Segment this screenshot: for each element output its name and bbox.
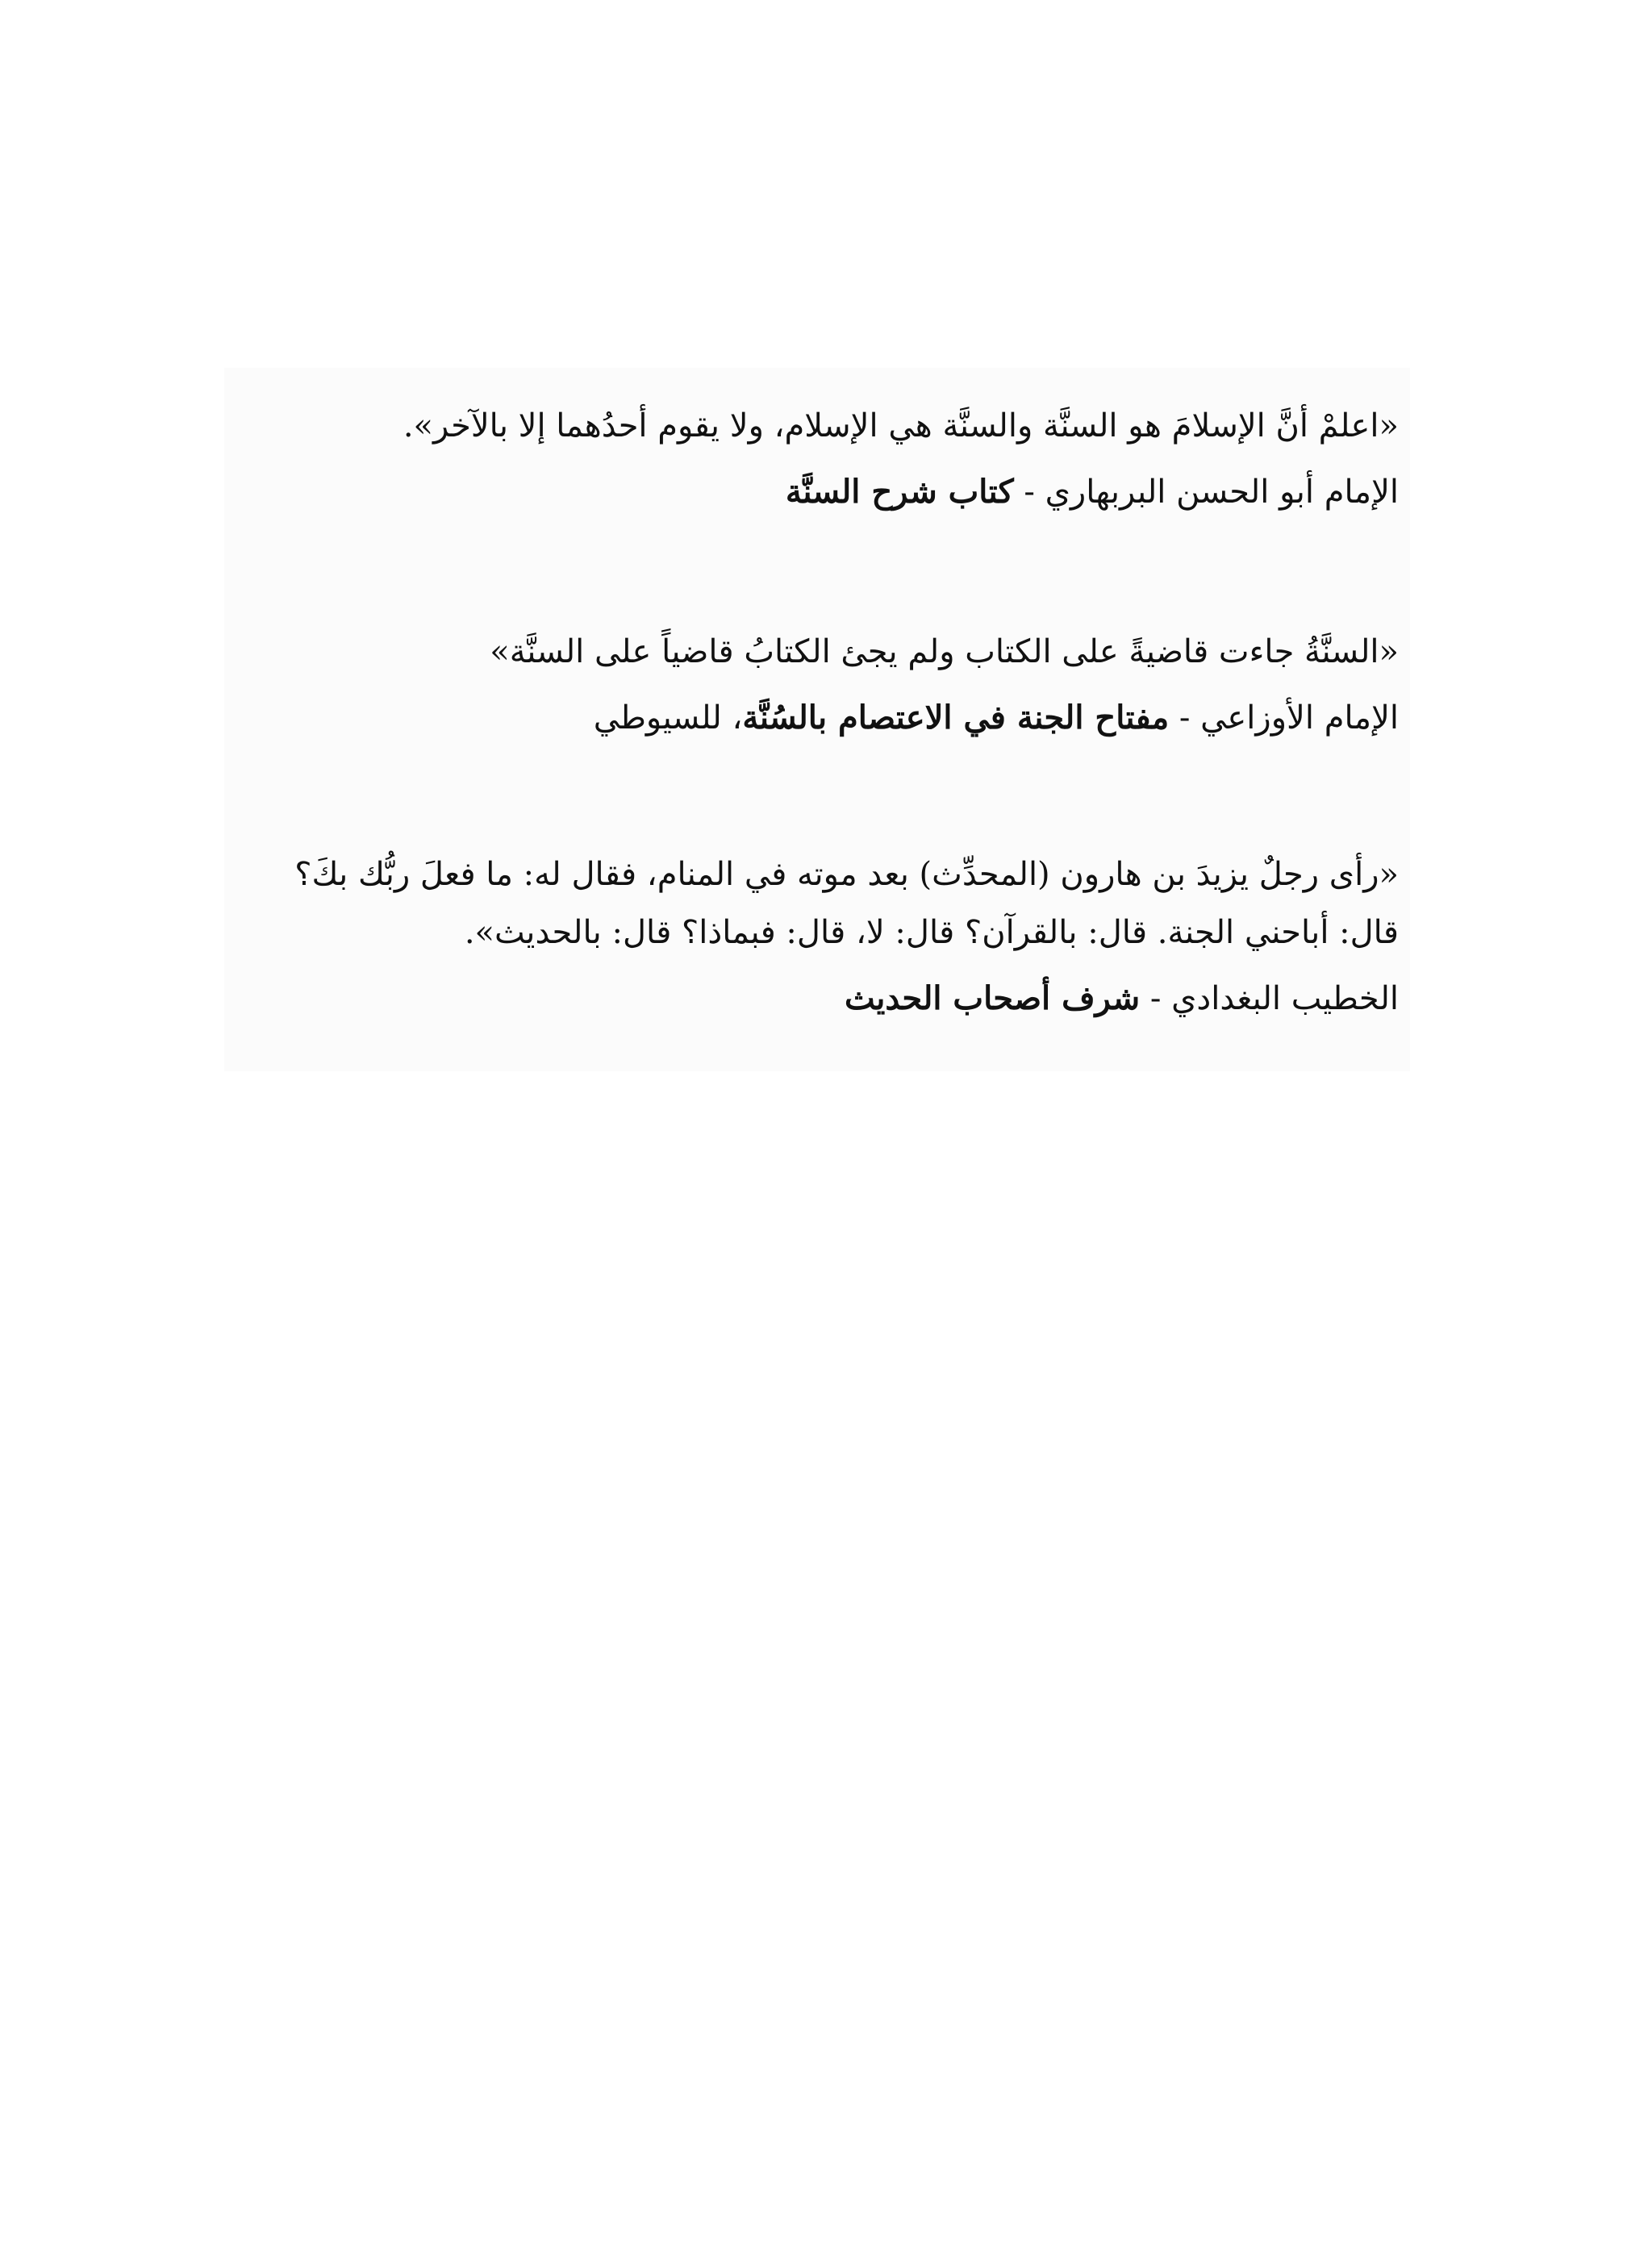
quote-attribution: [227, 463, 1399, 521]
attribution-tail: ، للسيوطي: [593, 699, 743, 737]
epigraph-block: [224, 368, 1410, 1071]
quote-group: [227, 397, 1399, 521]
quote-text: «رأى رجلٌ يزيدَ بن هارون (المحدِّث) بعد موته في المنام، فقال له: ما فعلَ ربُّك بكَ؟ قال: أباحني الجنة. قال: بالقرآن؟ قال: لا، قال: فبماذا؟ قال: بالحديث».: [294, 856, 1399, 951]
attribution-separator: -: [1169, 699, 1201, 737]
attribution-work-title: مفتاح الجنة في الاعتصام بالسُنَّة: [742, 699, 1170, 737]
quote-attribution: [227, 689, 1399, 747]
attribution-author: الإمام أبو الحسن البربهاري: [1045, 474, 1399, 511]
quote-group: [227, 623, 1399, 747]
quote-group: [227, 845, 1399, 1028]
attribution-separator: -: [1140, 980, 1172, 1017]
attribution-author: الإمام الأوزاعي: [1200, 699, 1399, 737]
quote-attribution: [227, 970, 1399, 1028]
quote-text: «السنَّةُ جاءت قاضيةً على الكتاب ولم يجئ الكتابُ قاضياً على السنَّة»: [490, 633, 1399, 670]
attribution-work-title: شرف أصحاب الحديث: [844, 979, 1141, 1017]
quote-text: «اعلمْ أنَّ الإسلامَ هو السنَّة والسنَّة هي الإسلام، ولا يقوم أحدُهما إلا بالآخر».: [403, 407, 1399, 444]
attribution-separator: -: [1013, 474, 1045, 511]
attribution-author: الخطيب البغدادي: [1171, 980, 1399, 1017]
attribution-work-title: كتاب شرح السنَّة: [785, 473, 1014, 511]
